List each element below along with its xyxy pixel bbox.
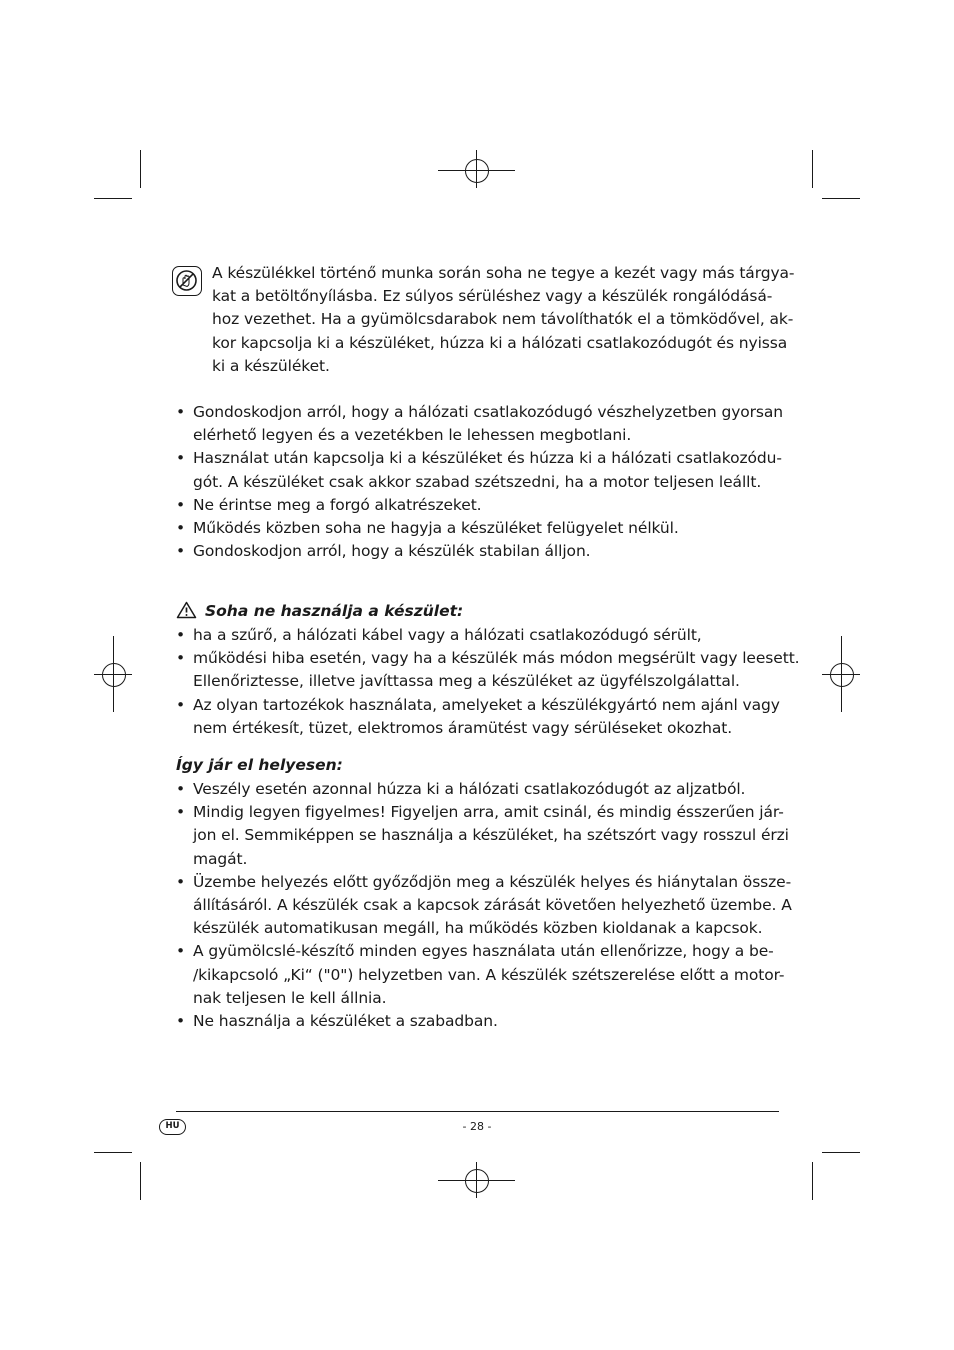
footer-rule [176, 1111, 779, 1112]
list-item: • Mindig legyen figyelmes! Figyeljen arra, amit csinál, és mindig ésszerűen jár- jon el. Semmiképpen se használja a készüléket, ha szétszórt vagy rosszul érzi magát. [176, 801, 780, 871]
list-item: • ha a szűrő, a hálózati kábel vagy a hálózati csatlakozódugó sérült, [176, 624, 780, 647]
text-line: A készülékkel történő munka során soha ne tegye a kezét vagy más tárgya- [212, 264, 795, 282]
crop-mark [140, 150, 141, 188]
crop-mark [812, 150, 813, 188]
text-line: hoz vezethet. Ha a gyümölcsdarabok nem távolíthatók el a tömködővel, ak- [212, 310, 794, 329]
language-badge: HU [159, 1119, 186, 1135]
list-item: • Gondoskodjon arról, hogy a hálózati csatlakozódugó vészhelyzetben gyorsan elérhető legyen és a vezetékben le lehessen megbotlani. [176, 401, 780, 447]
section-title: Soha ne használja a készület: [205, 602, 464, 620]
page-number: - 28 - [462, 1120, 492, 1133]
never-use-list [176, 624, 800, 740]
text-line: kor kapcsolja ki a készüléket, húzza ki a hálózati csatlakozódugót és nyissa [212, 333, 788, 352]
crop-mark [812, 1162, 813, 1200]
section-title: Így jár el helyesen: [176, 756, 343, 774]
list-item: • Ne érintse meg a forgó alkatrészeket. [176, 494, 780, 517]
list-item: • Használat után kapcsolja ki a készüléket és húzza ki a hálózati csatlakozódu- gót. A készüléket csak akkor szabad szétszedni, ha a motor teljesen leállt. [176, 447, 780, 493]
correct-use-heading [176, 754, 343, 777]
correct-use-list [176, 778, 792, 1033]
text-line: kat a betöltőnyílásba. Ez súlyos sérüléshez vagy a készülék rongálódásá- [212, 287, 773, 306]
list-item: • Veszély esetén azonnal húzza ki a hálózati csatlakozódugót az aljzatból. [176, 778, 780, 801]
text-line: ki a készüléket. [212, 356, 330, 375]
list-item: • Gondoskodjon arról, hogy a készülék stabilan álljon. [176, 540, 780, 563]
never-use-heading [176, 600, 463, 626]
crop-mark [822, 1152, 860, 1153]
list-item: • A gyümölcslé-készítő minden egyes használata után ellenőrizze, hogy a be- /kikapcsoló „Ki“ ("0") helyzetben van. A készülék szétszerelése előtt a motor- nak teljesen le kell állnia. [176, 940, 780, 1010]
crop-mark [94, 198, 132, 199]
no-hand-in-opening-icon [172, 266, 202, 296]
list-item: • Üzembe helyezés előtt győződjön meg a készülék helyes és hiánytalan össze- állításáról. A készülék csak a kapcsok zárását követően helyezhető üzembe. A készülék automatikusan megáll, ha működés közben kioldanak a kapcsok. [176, 871, 780, 941]
list-item: • Ne használja a készüléket a szabadban. [176, 1010, 780, 1033]
warning-triangle-icon [176, 601, 197, 626]
intro-warning-text [212, 262, 795, 378]
crop-mark [822, 198, 860, 199]
list-item: • működési hiba esetén, vagy ha a készülék más módon megsérült vagy leesett. Ellenőriztesse, illetve javíttassa meg a készüléket az ügyfélszolgálattal. [176, 647, 780, 693]
general-safety-list [176, 401, 784, 563]
crop-mark [140, 1162, 141, 1200]
crop-mark [94, 1152, 132, 1153]
list-item: • Működés közben soha ne hagyja a készüléket felügyelet nélkül. [176, 517, 780, 540]
list-item: • Az olyan tartozékok használata, amelyeket a készülékgyártó nem ajánl vagy nem értékesít, tüzet, elektromos áramütést vagy sérüléseket okozhat. [176, 694, 780, 740]
